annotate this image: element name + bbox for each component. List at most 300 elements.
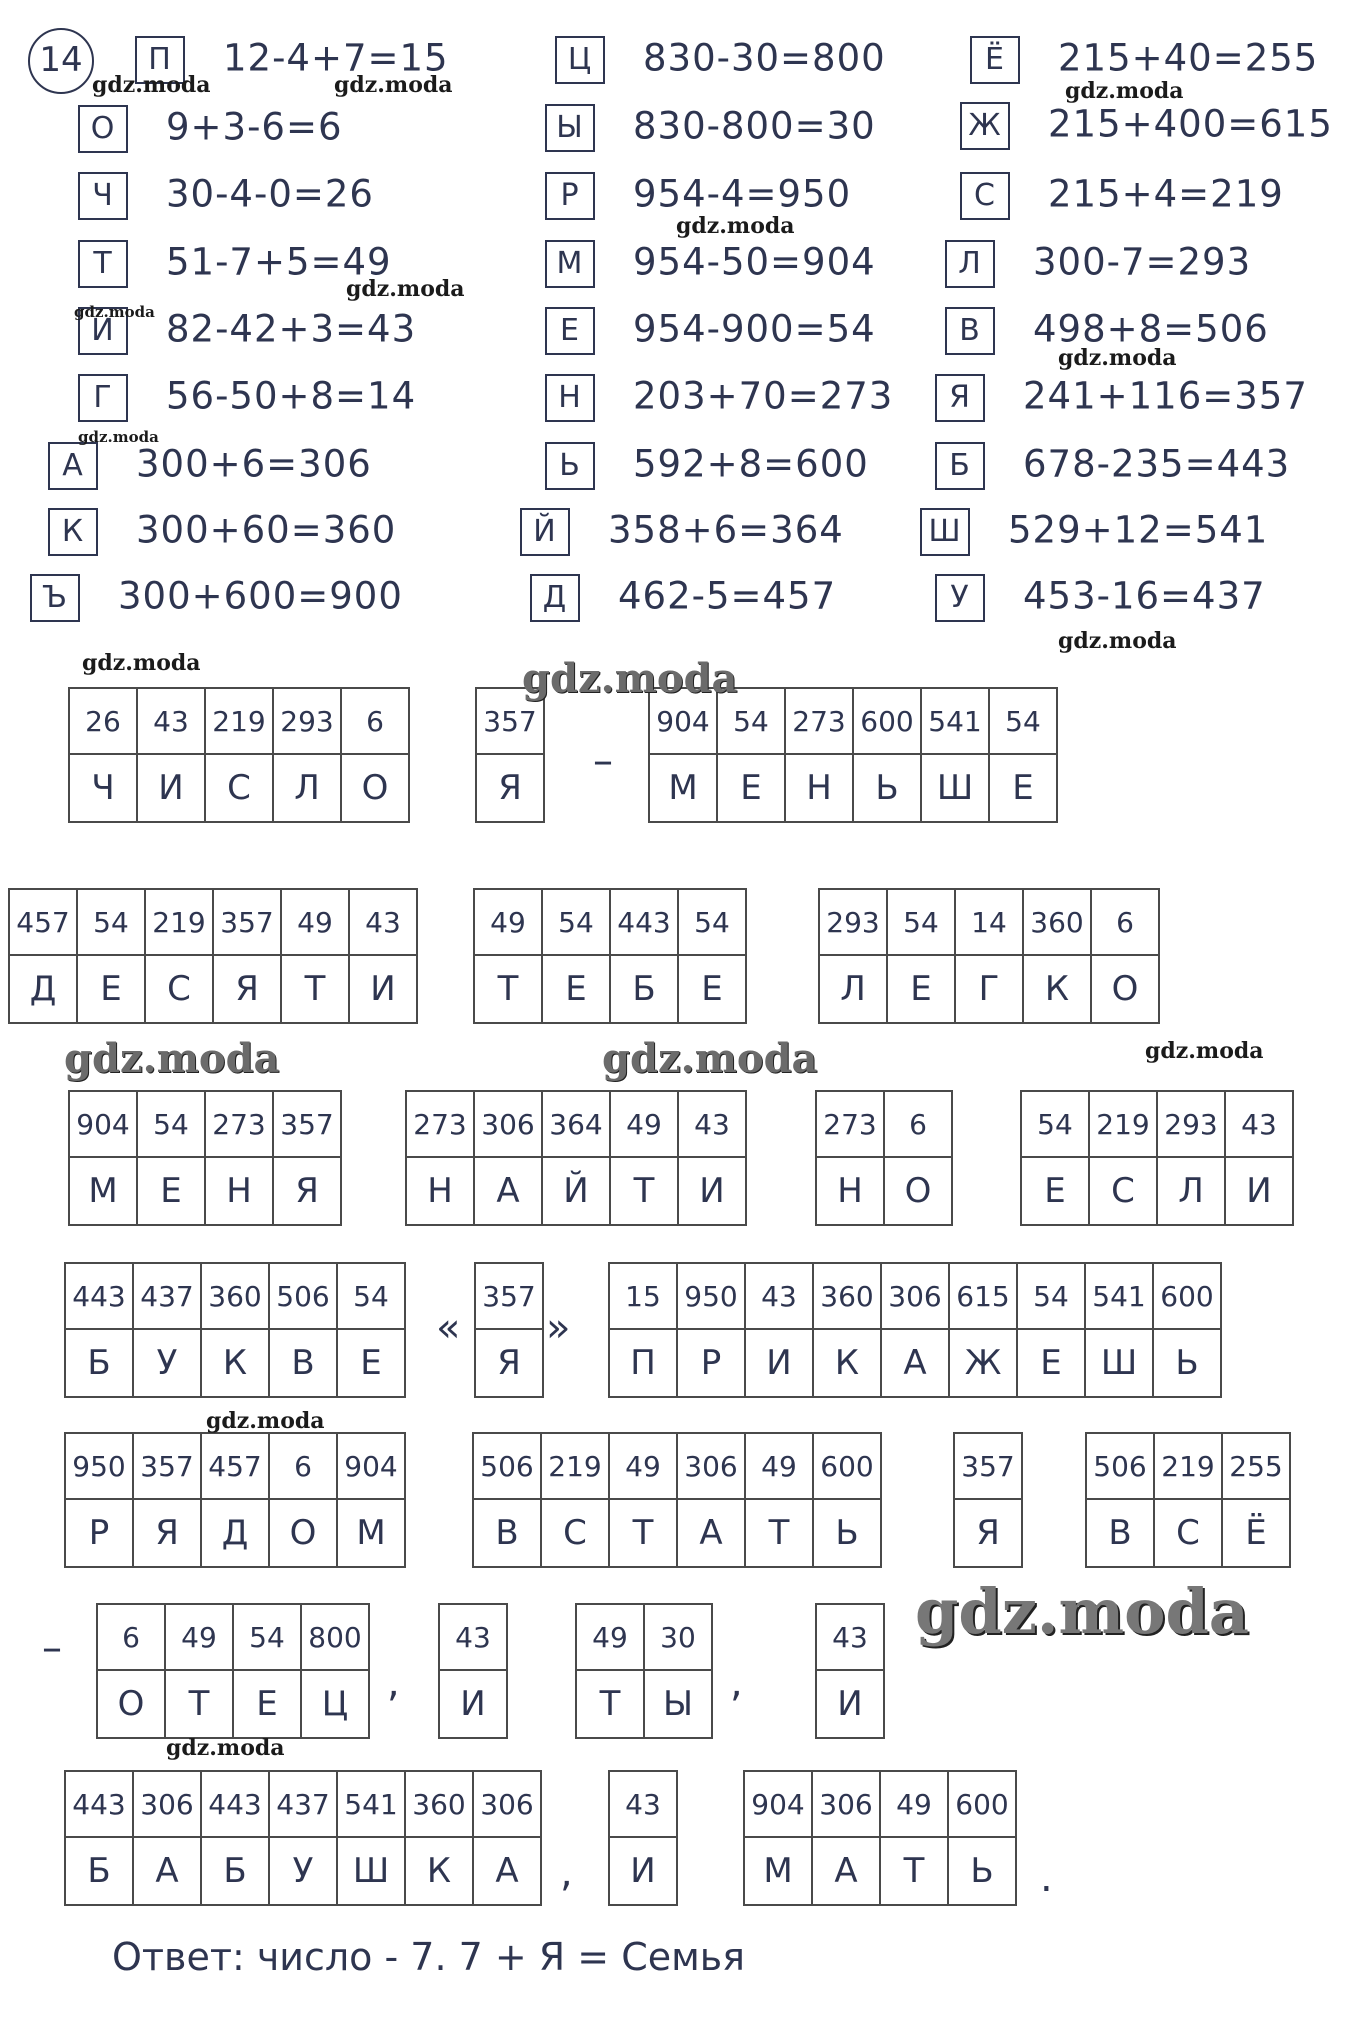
letter-cell: В — [473, 1499, 541, 1567]
letter-box: Б — [935, 442, 985, 490]
word-table — [64, 1432, 406, 1568]
number-cell: 219 — [1089, 1091, 1157, 1157]
letter-cell: А — [677, 1499, 745, 1567]
watermark: gdz.moda — [346, 276, 465, 302]
letter-box: В — [945, 307, 995, 355]
letter-cell: И — [137, 754, 205, 822]
number-cell: 14 — [955, 889, 1023, 955]
letter-cell: Ш — [921, 754, 989, 822]
number-cell: 49 — [165, 1604, 233, 1670]
letter-cell: Е — [678, 955, 746, 1023]
number-cell: 437 — [133, 1263, 201, 1329]
letter-box: Р — [545, 172, 595, 220]
letter-cell: Я — [133, 1499, 201, 1567]
dash-mark: – — [593, 738, 613, 784]
number-cell: 306 — [881, 1263, 949, 1329]
letter-cell: Т — [880, 1837, 948, 1905]
word-table — [608, 1770, 678, 1906]
number-cell: 6 — [97, 1604, 165, 1670]
number-cell: 904 — [744, 1771, 812, 1837]
number-cell: 293 — [1157, 1091, 1225, 1157]
letter-cell: Н — [816, 1157, 884, 1225]
equation-expression: 12-4+7=15 — [223, 36, 449, 80]
letter-box: Л — [945, 240, 995, 288]
number-cell: 54 — [77, 889, 145, 955]
watermark: gdz.moda — [166, 1735, 285, 1761]
number-cell: 273 — [205, 1091, 273, 1157]
equation-expression: 9+3-6=6 — [166, 105, 343, 149]
number-cell: 54 — [887, 889, 955, 955]
equation-row — [945, 240, 1251, 288]
word-table — [1020, 1090, 1294, 1226]
letter-cell: Р — [65, 1499, 133, 1567]
letter-box: У — [935, 574, 985, 622]
equation-expression: 954-4=950 — [633, 172, 852, 216]
quote-open-mark: « — [436, 1305, 461, 1351]
letter-box: Ш — [920, 508, 970, 556]
letter-cell: Т — [165, 1670, 233, 1738]
equation-row — [78, 105, 343, 153]
equation-expression: 453-16=437 — [1023, 574, 1266, 618]
watermark: gdz.moda — [522, 655, 738, 702]
letter-cell: С — [205, 754, 273, 822]
word-table — [818, 888, 1160, 1024]
number-cell: 360 — [405, 1771, 473, 1837]
letter-cell: Е — [137, 1157, 205, 1225]
number-cell: 357 — [476, 688, 544, 754]
number-cell: 457 — [9, 889, 77, 955]
letter-cell: И — [1225, 1157, 1293, 1225]
number-cell: 357 — [213, 889, 281, 955]
number-cell: 360 — [1023, 889, 1091, 955]
letter-cell: Ё — [1222, 1499, 1290, 1567]
number-cell: 6 — [341, 688, 409, 754]
letter-cell: Е — [1021, 1157, 1089, 1225]
number-cell: 54 — [542, 889, 610, 955]
letter-cell: Д — [201, 1499, 269, 1567]
word-table — [474, 1262, 544, 1398]
word-table — [68, 687, 410, 823]
letter-cell: О — [884, 1157, 952, 1225]
equation-expression: 300-7=293 — [1033, 240, 1252, 284]
word-table — [743, 1770, 1017, 1906]
letter-cell: Я — [954, 1499, 1022, 1567]
equation-row — [78, 374, 416, 422]
letter-cell: И — [745, 1329, 813, 1397]
number-cell: 600 — [1153, 1263, 1221, 1329]
letter-box: Ё — [970, 36, 1020, 84]
number-cell: 219 — [1154, 1433, 1222, 1499]
letter-cell: Б — [65, 1329, 133, 1397]
letter-cell: А — [881, 1329, 949, 1397]
letter-cell: Р — [677, 1329, 745, 1397]
number-cell: 49 — [610, 1091, 678, 1157]
letter-cell: Ь — [813, 1499, 881, 1567]
letter-cell: Е — [77, 955, 145, 1023]
number-cell: 49 — [281, 889, 349, 955]
equation-expression: 358+6=364 — [608, 508, 844, 552]
number-cell: 30 — [644, 1604, 712, 1670]
equation-expression: 300+600=900 — [118, 574, 403, 618]
letter-cell: И — [678, 1157, 746, 1225]
letter-box: С — [960, 172, 1010, 220]
letter-cell: О — [97, 1670, 165, 1738]
equation-expression: 300+60=360 — [136, 508, 397, 552]
word-table — [96, 1603, 370, 1739]
letter-cell: И — [609, 1837, 677, 1905]
number-cell: 54 — [989, 688, 1057, 754]
letter-cell: Я — [213, 955, 281, 1023]
task-number: 14 — [28, 28, 94, 94]
letter-cell: М — [649, 754, 717, 822]
letter-cell: О — [1091, 955, 1159, 1023]
number-cell: 950 — [65, 1433, 133, 1499]
letter-cell: А — [473, 1837, 541, 1905]
equation-row — [545, 240, 876, 288]
equation-expression: 241+116=357 — [1023, 374, 1308, 418]
letter-cell: И — [439, 1670, 507, 1738]
letter-cell: К — [405, 1837, 473, 1905]
number-cell: 43 — [1225, 1091, 1293, 1157]
letter-box: Ц — [555, 36, 605, 84]
number-cell: 443 — [65, 1771, 133, 1837]
letter-cell: Е — [337, 1329, 405, 1397]
watermark: gdz.moda — [602, 1035, 818, 1082]
letter-box: Я — [935, 374, 985, 422]
letter-box: Ж — [960, 102, 1010, 150]
letter-cell: В — [1086, 1499, 1154, 1567]
number-cell: 255 — [1222, 1433, 1290, 1499]
letter-box: Ы — [545, 104, 595, 152]
number-cell: 443 — [65, 1263, 133, 1329]
number-cell: 541 — [1085, 1263, 1153, 1329]
letter-cell: Ь — [948, 1837, 1016, 1905]
letter-cell: Ы — [644, 1670, 712, 1738]
letter-cell: М — [69, 1157, 137, 1225]
number-cell: 360 — [201, 1263, 269, 1329]
word-table — [475, 687, 545, 823]
letter-cell: Н — [205, 1157, 273, 1225]
number-cell: 293 — [819, 889, 887, 955]
letter-cell: Ж — [949, 1329, 1017, 1397]
number-cell: 219 — [205, 688, 273, 754]
equation-row — [935, 442, 1290, 490]
number-cell: 357 — [475, 1263, 543, 1329]
watermark: gdz.moda — [92, 72, 211, 98]
equation-row — [920, 508, 1268, 556]
equation-expression: 954-50=904 — [633, 240, 876, 284]
equation-row — [48, 508, 396, 556]
number-cell: 6 — [1091, 889, 1159, 955]
number-cell: 6 — [884, 1091, 952, 1157]
equation-row — [30, 574, 403, 622]
equation-expression: 82-42+3=43 — [166, 307, 417, 351]
equation-row — [935, 574, 1266, 622]
number-cell: 273 — [406, 1091, 474, 1157]
number-cell: 49 — [609, 1433, 677, 1499]
equation-row — [545, 374, 893, 422]
letter-box: Ъ — [30, 574, 80, 622]
letter-box: Ч — [78, 172, 128, 220]
equation-expression: 498+8=506 — [1033, 307, 1269, 351]
number-cell: 43 — [609, 1771, 677, 1837]
number-cell: 43 — [349, 889, 417, 955]
letter-cell: С — [1154, 1499, 1222, 1567]
number-cell: 506 — [269, 1263, 337, 1329]
letter-cell: Л — [1157, 1157, 1225, 1225]
number-cell: 43 — [816, 1604, 884, 1670]
number-cell: 950 — [677, 1263, 745, 1329]
number-cell: 54 — [717, 688, 785, 754]
letter-cell: И — [816, 1670, 884, 1738]
letter-cell: С — [541, 1499, 609, 1567]
number-cell: 49 — [474, 889, 542, 955]
comma-mark-2: , — [730, 1660, 743, 1706]
equation-row — [970, 36, 1318, 84]
letter-cell: И — [349, 955, 417, 1023]
letter-cell: Ш — [337, 1837, 405, 1905]
letter-cell: А — [812, 1837, 880, 1905]
letter-cell: К — [813, 1329, 881, 1397]
watermark: gdz.moda — [82, 650, 201, 676]
number-cell: 54 — [337, 1263, 405, 1329]
number-cell: 904 — [649, 688, 717, 754]
letter-cell: Е — [542, 955, 610, 1023]
word-table — [953, 1432, 1023, 1568]
number-cell: 437 — [269, 1771, 337, 1837]
number-cell: 600 — [813, 1433, 881, 1499]
letter-cell: Е — [717, 754, 785, 822]
number-cell: 360 — [813, 1263, 881, 1329]
letter-cell: В — [269, 1329, 337, 1397]
watermark: gdz.moda — [1058, 345, 1177, 371]
watermark: gdz.moda — [1058, 628, 1177, 654]
letter-cell: К — [201, 1329, 269, 1397]
letter-cell: Я — [273, 1157, 341, 1225]
watermark: gdz.moda — [676, 213, 795, 239]
letter-cell: У — [133, 1329, 201, 1397]
equation-row — [555, 36, 886, 84]
number-cell: 26 — [69, 688, 137, 754]
number-cell: 443 — [610, 889, 678, 955]
equation-row — [530, 574, 836, 622]
quote-close-mark: » — [546, 1305, 571, 1351]
letter-cell: С — [145, 955, 213, 1023]
letter-cell: Е — [233, 1670, 301, 1738]
equation-expression: 215+40=255 — [1058, 36, 1319, 80]
word-table — [608, 1262, 1222, 1398]
letter-box: П — [135, 36, 185, 84]
number-cell: 615 — [949, 1263, 1017, 1329]
letter-box: Ь — [545, 442, 595, 490]
letter-cell: Л — [273, 754, 341, 822]
number-cell: 306 — [133, 1771, 201, 1837]
watermark: gdz.moda — [1145, 1038, 1264, 1064]
equation-row — [520, 508, 844, 556]
number-cell: 15 — [609, 1263, 677, 1329]
number-cell: 6 — [269, 1433, 337, 1499]
letter-cell: Е — [887, 955, 955, 1023]
word-table — [405, 1090, 747, 1226]
watermark: gdz.moda — [74, 303, 155, 321]
letter-cell: Б — [201, 1837, 269, 1905]
letter-cell: Н — [785, 754, 853, 822]
watermark: gdz.moda — [334, 72, 453, 98]
watermark: gdz.moda — [1065, 78, 1184, 104]
word-table — [648, 687, 1058, 823]
equation-expression: 300+6=306 — [136, 442, 372, 486]
letter-cell: Б — [65, 1837, 133, 1905]
letter-cell: Д — [9, 955, 77, 1023]
equation-row — [935, 374, 1308, 422]
letter-cell: М — [744, 1837, 812, 1905]
number-cell: 541 — [337, 1771, 405, 1837]
number-cell: 43 — [678, 1091, 746, 1157]
number-cell: 443 — [201, 1771, 269, 1837]
number-cell: 357 — [954, 1433, 1022, 1499]
equation-expression: 529+12=541 — [1008, 508, 1269, 552]
letter-cell: Ч — [69, 754, 137, 822]
number-cell: 273 — [785, 688, 853, 754]
number-cell: 600 — [853, 688, 921, 754]
letter-box: К — [48, 508, 98, 556]
letter-box: Й — [520, 508, 570, 556]
answer-text: Ответ: число - 7. 7 + Я = Семья — [112, 1935, 746, 1979]
watermark: gdz.moda — [78, 428, 159, 446]
letter-box: Д — [530, 574, 580, 622]
equation-expression: 830-800=30 — [633, 104, 876, 148]
equation-expression: 678-235=443 — [1023, 442, 1291, 486]
word-table — [8, 888, 418, 1024]
word-table — [438, 1603, 508, 1739]
letter-cell: Я — [476, 754, 544, 822]
equation-expression: 30-4-0=26 — [166, 172, 374, 216]
letter-cell: Г — [955, 955, 1023, 1023]
letter-cell: Е — [1017, 1329, 1085, 1397]
number-cell: 54 — [678, 889, 746, 955]
word-table — [815, 1603, 885, 1739]
word-table — [68, 1090, 342, 1226]
number-cell: 43 — [439, 1604, 507, 1670]
letter-cell: Ь — [853, 754, 921, 822]
letter-box: И — [78, 307, 128, 355]
letter-cell: М — [337, 1499, 405, 1567]
letter-cell: Т — [745, 1499, 813, 1567]
number-cell: 600 — [948, 1771, 1016, 1837]
letter-box: Е — [545, 307, 595, 355]
equation-expression: 56-50+8=14 — [166, 374, 417, 418]
letter-cell: Т — [474, 955, 542, 1023]
letter-cell: А — [474, 1157, 542, 1225]
number-cell: 506 — [1086, 1433, 1154, 1499]
number-cell: 43 — [745, 1263, 813, 1329]
number-cell: 457 — [201, 1433, 269, 1499]
equation-expression: 215+400=615 — [1048, 102, 1333, 146]
letter-cell: О — [269, 1499, 337, 1567]
equation-expression: 592+8=600 — [633, 442, 869, 486]
number-cell: 219 — [541, 1433, 609, 1499]
letter-cell: П — [609, 1329, 677, 1397]
number-cell: 49 — [880, 1771, 948, 1837]
equation-expression: 203+70=273 — [633, 374, 894, 418]
number-cell: 306 — [474, 1091, 542, 1157]
letter-cell: Т — [281, 955, 349, 1023]
letter-cell: А — [133, 1837, 201, 1905]
letter-cell: Й — [542, 1157, 610, 1225]
letter-cell: Ь — [1153, 1329, 1221, 1397]
number-cell: 904 — [69, 1091, 137, 1157]
number-cell: 54 — [1017, 1263, 1085, 1329]
number-cell: 506 — [473, 1433, 541, 1499]
letter-cell: Е — [989, 754, 1057, 822]
letter-cell: К — [1023, 955, 1091, 1023]
word-table — [64, 1262, 406, 1398]
number-cell: 541 — [921, 688, 989, 754]
letter-cell: Т — [576, 1670, 644, 1738]
word-table — [1085, 1432, 1291, 1568]
word-table — [472, 1432, 882, 1568]
letter-cell: Ш — [1085, 1329, 1153, 1397]
equation-row — [545, 104, 876, 152]
letter-cell: С — [1089, 1157, 1157, 1225]
number-cell: 49 — [745, 1433, 813, 1499]
letter-cell: Т — [610, 1157, 678, 1225]
period-mark: . — [1040, 1855, 1053, 1901]
equation-row — [78, 240, 392, 288]
letter-cell: О — [341, 754, 409, 822]
number-cell: 364 — [542, 1091, 610, 1157]
equation-row — [78, 172, 374, 220]
letter-box: Н — [545, 374, 595, 422]
number-cell: 49 — [576, 1604, 644, 1670]
number-cell: 800 — [301, 1604, 369, 1670]
equation-row — [960, 172, 1284, 220]
number-cell: 306 — [473, 1771, 541, 1837]
number-cell: 54 — [1021, 1091, 1089, 1157]
comma-mark-3: , — [560, 1850, 573, 1896]
letter-box: М — [545, 240, 595, 288]
word-table — [575, 1603, 713, 1739]
letter-cell: Т — [609, 1499, 677, 1567]
number-cell: 293 — [273, 688, 341, 754]
number-cell: 54 — [137, 1091, 205, 1157]
equation-expression: 51-7+5=49 — [166, 240, 392, 284]
number-cell: 43 — [137, 688, 205, 754]
number-cell: 306 — [812, 1771, 880, 1837]
number-cell: 273 — [816, 1091, 884, 1157]
equation-row — [960, 102, 1333, 150]
number-cell: 54 — [233, 1604, 301, 1670]
equation-row — [48, 442, 372, 490]
letter-cell: Я — [475, 1329, 543, 1397]
equation-expression: 954-900=54 — [633, 307, 876, 351]
watermark: gdz.moda — [64, 1035, 280, 1082]
equation-expression: 215+4=219 — [1048, 172, 1284, 216]
word-table — [64, 1770, 542, 1906]
equation-expression: 830-30=800 — [643, 36, 886, 80]
letter-cell: Ц — [301, 1670, 369, 1738]
letter-cell: Б — [610, 955, 678, 1023]
number-cell: 357 — [273, 1091, 341, 1157]
equation-row — [545, 442, 869, 490]
dash-mark-2: – — [42, 1625, 62, 1671]
number-cell: 306 — [677, 1433, 745, 1499]
word-table — [815, 1090, 953, 1226]
letter-cell: У — [269, 1837, 337, 1905]
comma-mark: , — [387, 1660, 400, 1706]
number-cell: 357 — [133, 1433, 201, 1499]
number-cell: 904 — [337, 1433, 405, 1499]
